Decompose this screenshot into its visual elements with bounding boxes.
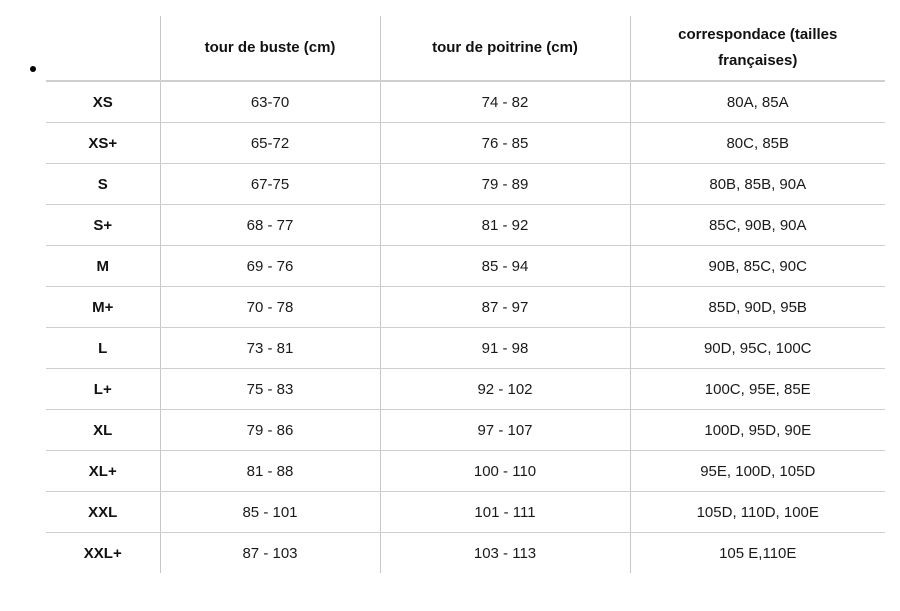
table-row [46, 492, 885, 533]
table-row [46, 287, 885, 328]
table-row [46, 123, 885, 164]
tour-de-buste-cell: 68 - 77 [160, 205, 380, 246]
correspondance-cell: 80B, 85B, 90A [630, 164, 885, 205]
size-cell: XXL [46, 492, 160, 533]
tour-de-buste-cell: 63-70 [160, 81, 380, 123]
correspondance-cell: 85D, 90D, 95B [630, 287, 885, 328]
tour-de-poitrine-cell: 74 - 82 [380, 81, 630, 123]
size-cell: S+ [46, 205, 160, 246]
table-row [46, 205, 885, 246]
list-bullet [30, 66, 36, 72]
table-row [46, 328, 885, 369]
table-row [46, 81, 885, 123]
tour-de-poitrine-cell: 97 - 107 [380, 410, 630, 451]
tour-de-poitrine-cell: 85 - 94 [380, 246, 630, 287]
correspondance-cell: 80C, 85B [630, 123, 885, 164]
tour-de-poitrine-cell: 76 - 85 [380, 123, 630, 164]
tour-de-poitrine-cell: 91 - 98 [380, 328, 630, 369]
correspondance-cell: 105D, 110D, 100E [630, 492, 885, 533]
header-tour-de-buste: tour de buste (cm) [160, 16, 380, 81]
tour-de-poitrine-cell: 92 - 102 [380, 369, 630, 410]
size-cell: S [46, 164, 160, 205]
tour-de-poitrine-cell: 100 - 110 [380, 451, 630, 492]
size-cell: XXL+ [83, 544, 122, 562]
correspondance-cell: 90D, 95C, 100C [630, 328, 885, 369]
size-cell: M+ [46, 287, 160, 328]
size-cell: M [46, 246, 160, 287]
correspondance-cell: 85C, 90B, 90A [630, 205, 885, 246]
tour-de-buste-cell: 73 - 81 [160, 328, 380, 369]
correspondance-cell: 95E, 100D, 105D [630, 451, 885, 492]
size-cell: XS [46, 81, 160, 123]
tour-de-buste-cell: 87 - 103 [160, 533, 380, 574]
table-row [46, 533, 885, 574]
tour-de-buste-cell: 69 - 76 [160, 246, 380, 287]
size-cell: XS+ [46, 123, 160, 164]
tour-de-poitrine-cell: 81 - 92 [380, 205, 630, 246]
table-row [46, 369, 885, 410]
tour-de-buste-cell: 75 - 83 [160, 369, 380, 410]
table-header-row [46, 16, 885, 81]
tour-de-buste-cell: 79 - 86 [160, 410, 380, 451]
size-chart-table [46, 16, 885, 573]
tour-de-buste-cell: 81 - 88 [160, 451, 380, 492]
correspondance-cell: 80A, 85A [630, 81, 885, 123]
tour-de-buste-cell: 85 - 101 [160, 492, 380, 533]
tour-de-poitrine-cell: 101 - 111 [380, 492, 630, 533]
size-cell: XL+ [46, 451, 160, 492]
size-cell: L+ [46, 369, 160, 410]
tour-de-buste-cell: 65-72 [160, 123, 380, 164]
tour-de-poitrine-cell: 87 - 97 [380, 287, 630, 328]
table-row [46, 246, 885, 287]
size-cell: L [46, 328, 160, 369]
tour-de-buste-cell: 67-75 [160, 164, 380, 205]
table-row [46, 410, 885, 451]
table-row [46, 164, 885, 205]
table-row [46, 451, 885, 492]
correspondance-cell: 100C, 95E, 85E [630, 369, 885, 410]
tour-de-buste-cell: 70 - 78 [160, 287, 380, 328]
header-tour-de-poitrine: tour de poitrine (cm) [380, 16, 630, 81]
correspondance-cell: 90B, 85C, 90C [630, 246, 885, 287]
correspondance-cell: 105 E,110E [630, 533, 885, 574]
correspondance-cell: 100D, 95D, 90E [630, 410, 885, 451]
header-size [46, 16, 160, 81]
size-cell: XL [46, 410, 160, 451]
tour-de-poitrine-cell: 79 - 89 [380, 164, 630, 205]
header-correspondance: correspondace (tailles françaises) [630, 16, 885, 81]
tour-de-poitrine-cell: 103 - 113 [380, 533, 630, 574]
